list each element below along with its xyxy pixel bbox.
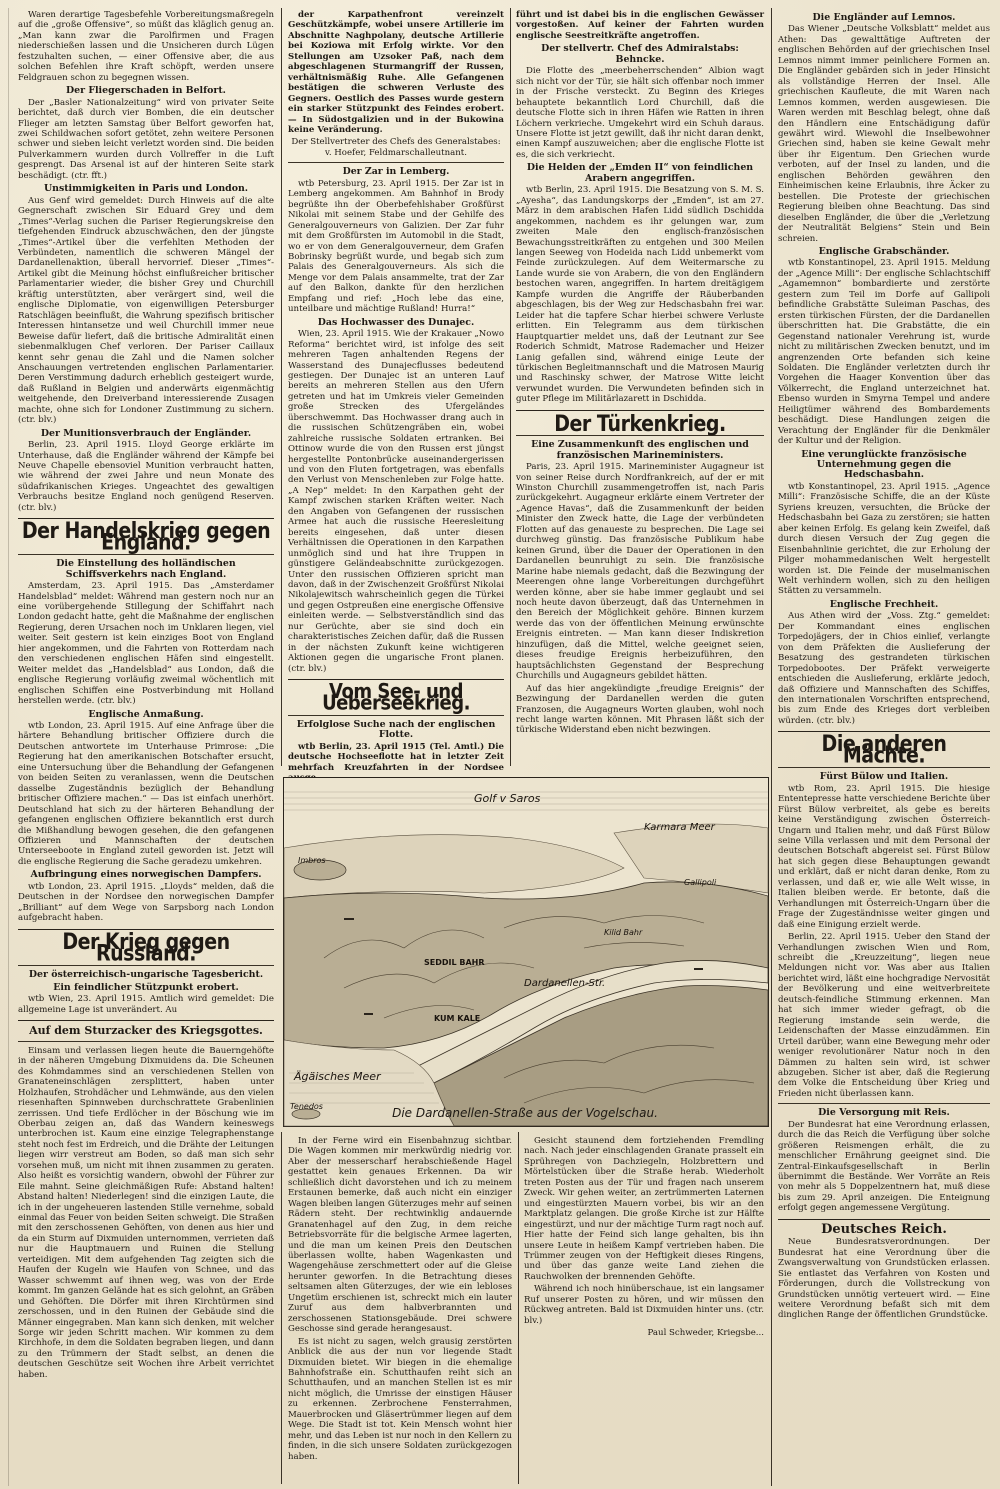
column-2 — [288, 10, 504, 773]
paragraph: Während ich noch hinüberschaue, ist ein langsamer Ruf unserer Posten zu hören, und wir müssen den Rückweg antreten. Bald ist Dixmuiden hinter uns. (ctr. blv.) — [524, 1284, 764, 1326]
section-title-handelskrieg: Der Handelskrieg gegen England. — [21, 518, 271, 557]
map-label: Dardanellen-Str. — [524, 978, 606, 989]
headline-zar: Der Zar in Lemberg. — [342, 166, 450, 178]
headline-frechheit: Englische Frechheit. — [829, 598, 939, 610]
headline-stuetzpunkt: Ein feindlicher Stützpunkt erobert. — [53, 981, 239, 993]
paragraph: Gesicht staunend dem fortziehenden Fremdling nach. Nach jeder einschlagenden Granate prasselt ein Sprühregen von Dachziegeln, Holzbrettern und Mörtelstücken über die Straße herab. Wiederholt treten Posten aus der Tür und fragen nach unserem Zweck. Wir gehen weiter, an zertrümmerten Laternen und eingestürzten Mauern vorbei, bis wir an den Marktplatz gelangen. Die große Kirche ist zur Hälfte eingestürzt, und nur der mächtige Turm ragt noch auf. Hier hatte der Feind sich lange gehalten, bis ihn unsere Leute in heißem Kampf vertrieben haben. Die Trümmer zeugen von der Heftigkeit dieses Ringens, und über das ganze weite Land ziehen die Rauchwolken der brennenden Gehöfte. — [524, 1136, 764, 1282]
headline-reis: Die Versorgung mit Reis. — [818, 1107, 950, 1119]
map-label: SEDDIL BAHR — [424, 958, 485, 967]
paragraph: Waren derartige Tagesbefehle Vorbereitungsmaßregeln auf die „große Offensive“, so müßt das kläglich genug an. „Man kann zwar die Parolfirmen und Fragen niederschießen lassen und die Unsicheren durch Lügen festzuhalten suchen, — einer Offensive aber, die aus solchen Befehlen ihre Kraft schöpft, werden unsere Feldgrauen schon zu begegnen wissen. — [18, 10, 274, 83]
headline-hedschasbahn: Eine verunglückte französische Unternehmung gegen die Hedschasbahn. — [801, 448, 967, 481]
paragraph: wtb Wien, 23. April 1915. Amtlich wird gemeldet: Die allgemeine Lage ist unverändert. Au — [18, 994, 274, 1015]
paragraph: Berlin, 23. April 1915. Lloyd George erklärte im Unterhause, daß die Engländer während der Kämpfe bei Neuve Chapelle ebensoviel Munition verbraucht hatten, wie während der zwei Jahre und neun Monate des südafrikanischen Krieges. Ungeachtet des gewaltigen Verbrauchs besitze England noch genügend Reserven. (ctr. blv.) — [18, 440, 274, 513]
column-1 — [18, 10, 274, 1484]
headline-flieger: Der Fliegerschaden in Belfort. — [66, 85, 226, 97]
map-label: Imbros — [298, 856, 326, 865]
map-label: Golf v Saros — [474, 792, 541, 805]
paragraph: Aus Athen wird der „Voss. Ztg.“ gemeldet: Der Kommandant eines englischen Torpedojägers, der in Chios einlief, verlangte von dem Präfekten die Auslieferung der Besatzung des gestrandeten türkischen Torpedobootes. Der Präfekt verweigerte entschieden die Auslieferung, erklärte jedoch, daß Offiziere und Mannschaften des Schiffes, den internationalen Vorschriften entsprechend, bis zum Ende des Krieges dort verbleiben würden. (ctr. blv.) — [778, 611, 990, 726]
headline-unstimmig: Unstimmigkeiten in Paris und London. — [43, 183, 249, 195]
map-caption: Die Dardanellen-Straße aus der Vogelschau. — [392, 1106, 658, 1120]
paragraph: Neue Bundesratsverordnungen. Der Bundesrat hat eine Verordnung über die Zwangsverwaltung von Grundstücken erlassen. Sie entlastet das Verfahren von Kosten und Förderungen, durch die Vollstreckung von Grundstücken unnötig verteuert wird. — Eine weitere Verordnung befaßt sich mit dem dinglichen Range der öffentlichen Grundstücke. — [778, 1237, 990, 1321]
paragraph: Amsterdam, 23. April 1915. Das „Amsterdamer Handelsblad“ meldet: Während man gestern noch nur an eine vorübergehende Stillegung der Schiffahrt nach London gedacht hatte, geht die Maßnahme der englischen Regierung, deren Ursachen noch im Unklaren liegen, viel weiter. Seit gestern ist kein einziges Boot von England hier angekommen, und die Fahrten von Rotterdam nach den verschiedenen englischen Häfen sind eingestellt. Weiter meldet das „Handelsblad“ aus London, daß die englische Regierung vorläufig zweimal wöchentlich mit englischen Schiffen eine Postverbindung mit Holland herstellen werde. (ctr. blv.) — [18, 581, 274, 707]
section-title-russland: Der Krieg gegen Russland. — [62, 929, 230, 967]
section-title-tuerkenkrieg: Der Türkenkrieg. — [554, 411, 726, 437]
headline-chef: Der stellvertr. Chef des Admiralstabs: Behncke. — [541, 43, 739, 65]
headline-dampfer: Aufbringung eines norwegischen Dampfers. — [30, 869, 262, 881]
paragraph: Auf das hier angekündigte „freudige Ereignis“ der Bezwingung der Dardanellen werden die guten Franzosen, die Augagneurs Worten glauben, wohl noch recht lange warten können. Mit Phrasen läßt sich der türkische Widerstand eben nicht bezwingen. — [516, 683, 764, 736]
map-label: Ägäisches Meer — [294, 1070, 381, 1083]
section-title-seekrieg: Vom See- und Ueberseekrieg. — [322, 679, 470, 716]
column-4 — [778, 10, 990, 1484]
paragraph: wtb Petersburg, 23. April 1915. Der Zar ist in Lemberg angekommen. Am Bahnhof in Brody begrüßte ihn der Oberbefehlshaber Großfürst Nikolai mit seinem Stabe und der Gehilfe des Generalgouverneurs von Galizien. Der Zar fuhr mit dem Großfürsten im Automobil in die Stadt, wo er von dem Generalgouverneur, dem Grafen Bobrinsky begrüßt wurde, und begab sich zum Palais des Generalgouverneurs. Als sich die Menge vor dem Palais ansammelte, trat der Zar auf den Balkon, dankte für den herzlichen Empfang und rief: „Hoch lebe das eine, unteilbare und mächtige Rußland! Hurra!“ — [288, 178, 504, 315]
paragraph: führt und ist dabei bis in die englischen Gewässer vorgestoßen. Auf keiner der Fahrten wurden englische Seestreitkräfte angetroffen. — [516, 10, 764, 41]
map-label: Kilid Bahr — [604, 928, 643, 937]
paragraph: Aus Genf wird gemeldet: Durch Hinweis auf die alte Gegnerschaft zwischen Sir Eduard Grey und dem „Times“-Verlag suchen die Pariser Regierungskreise den tiefgehenden Eindruck abzuschwächen, den der jüngste „Times“-Artikel über die verfehlten Methoden der Verbündeten, namentlich die schweren Mängel der Dardanellenaktion, überall hervorrief. Dieser „Times“-Artikel gibt die Meinung höchst einflußreicher britischer Parlamentarier wieder, die bisher Grey und Churchill kräftig unterstützten, aber verärgert sind, weil die englische Diplomatie, von eigenwilligen Petersburger Ratschlägen beeinflußt, die Wahrung spezifisch britischer Interessen hintansetze und weil Churchill immer neue Beweise dafür liefert, daß die britische Admiralität einen siebenmalklugen Chef verloren. Der Pariser Caillaux kennt sehr genau die Zahl und die Namen solcher Anschauungen vertretenden englischen Parlamentarier. Deren Verstimmung dadurch erheblich gesteigert wurde, daß Rußland in Belgien und anderwärts eigenmächtig weitgehende, den Dreiverband interessierende Zusagen machte, ohne sich for Londoner Zustimmung zu sichern. (ctr. blv.) — [18, 195, 274, 426]
headline-hochwasser: Das Hochwasser des Dunajec. — [317, 316, 475, 328]
paragraph: Berlin, 22. April 1915. Ueber den Stand der Verhandlungen zwischen Wien und Rom, schreibt die „Kreuzzeitung“, liegen neue Meldungen nicht vor. Was aber aus Italien berichtet wird, läßt eine hochgradige Nervosität der Bevölkerung und eine weitverbreitete deutsch-feindliche Stimmung erkennen. Man hat sich immer wieder gefragt, ob die Regierung imstande sein werde, die Leidenschaften der Masse einzudämmen. Ein Urteil darüber, wann eine Bewegung mehr oder weniger revolutionärer Natur noch in den Dämmen zu halten sein wird, ist schwer abzugeben. Sicher ist aber, daß die Regierung dem Volke die Entscheidung über Krieg und Frieden nicht überlassen kann. — [778, 932, 990, 1099]
headline-anmassung: Englische Anmaßung. — [88, 708, 204, 720]
paragraph: wtb Rom, 23. April 1915. Die hiesige Ententepresse hatte verschiedene Berichte über Fürst Bülow verbreitet, als gebe es bereits keine Verständigung zwischen Österreich-Ungarn und Italien mehr, und daß Fürst Bülow seine Villa verlassen und mit dem Personal der deutschen Botschaft abgereist sei. Fürst Bülow hat sich gegen diese Behauptungen gewandt und erklärt, daß er nicht daran denke, Rom zu verlassen, und daß er, wie alle Welt wisse, in Italien bleiben werde. Er betonte, daß die Verhandlungen mit Österreich-Ungarn über die Frage der Zugeständnisse weiter gingen und daß eine Einigung erzielt werde. — [778, 783, 990, 930]
map-label: Tenedos — [290, 1102, 323, 1111]
map-label: Karmara Meer — [644, 822, 715, 833]
dardanellen-map — [283, 777, 769, 1127]
paragraph: wtb London, 23. April 1915. Auf eine Anfrage über die härtere Behandlung britischer Offiziere durch die Deutschen antwortete im Unterhause Primrose: „Die Regierung hat den amerikanischen Botschafter ersucht, eine Untersuchung über die Behandlung der Gefangenen von beiden Seiten zu veranlassen, wenn die Deutschen dasselbe Zugeständnis bezüglich der Behandlung britischer Offiziere machen.“ — Das ist einfach unerhört. Deutschland hat sich zu der härteren Behandlung der gefangenen englischen Offiziere bekanntlich erst durch die Mißhandlung bewogen gesehen, die den gefangenen Offizieren und Mannschaften der deutschen Unterseeboote in England zuteil geworden ist. Jetzt will die englische Regierung die Sache geradezu umkehren. — [18, 721, 274, 867]
paragraph: wtb Berlin, 23. April 1915 (Tel. Amtl.) Die deutsche Hochseeflotte hat in letzter Zeit mehrfach Kreuzfahrten in der Nordsee — [288, 741, 504, 773]
author-signature: Paul Schweder, Kriegsbe... — [647, 1328, 764, 1339]
paragraph: Es ist nicht zu sagen, welch grausig zerstörten Anblick die aus der nun vor liegende Stadt Dixmuiden bietet. Wir biegen in die ehemalige Bahnhofstraße ein. Schutthaufen reiht sich an Schutthaufen, und an manchen Stellen ist es mir nicht möglich, die Umrisse der einstigen Häuser zu erkennen. Zerbrochene Fensterrahmen, Mauerbrocken und Gläsertrümmer liegen auf dem Wege. Die Stadt ist tot. Kein Mensch wohnt hier mehr, und das Leben ist nur noch in den Kellern zu finden, in die sich unsere Soldaten zurückgezogen haben. — [288, 1336, 512, 1462]
column-3 — [516, 10, 764, 768]
paragraph: Wien, 23. April 1915. Wie der Krakauer „Nowo Reforma“ berichtet wird, ist infolge des seit mehreren Tagen anhaltenden Regens der Wasserstand des Dunajecflusses bedeutend gestiegen. Der Dunajec ist an unteren Lauf bereits an mehreren Stellen aus den Ufern getreten und hat im Umkreis vieler Gemeinden große Strecken des Ufergeländes überschwemmt. Das Hochwasser drang auch in die russischen Schützengräben ein, wobei zahlreiche russische Soldaten ertranken. Bei Ottinow wurde die von den Russen erst jüngst hergestellte Pontonbrücke auseinandergerissen und von den Fluten fortgetragen, was ebenfalls den Verlust von Menschenleben zur Folge hatte. „A Nep“ meldet: In den Karpathen geht der Kampf zwischen starken Kräften weiter. Nach den Angaben von Gefangenen der russischen Armee hat auch die russische Heeresleitung bereits eingesehen, daß unter diesen Verhältnissen die Operationen in den Karpathen unmöglich sind und hat ihre Truppen in günstigere Geländeabschnitte zurückgezogen. Unter den russischen Offizieren spricht man davon, daß in der Zwischenzeit Großfürst Nikolai Nikolajewitsch wahrscheinlich gegen die Türkei und gegen Ostpreußen eine energische Offensive einleiten werde. — Selbstverständlich sind das nur Gerüchte, aber sie sind doch ein charakteristisches Zeichen dafür, daß die Russen in der nächsten Zukunft keine wichtigeren Aktionen gegen die ungarische Front planen. (ctr. blv.) — [288, 329, 504, 674]
headline-tagesbericht: Der österreichisch-ungarische Tagesbericht. — [28, 968, 264, 980]
paragraph: Paris, 23. April 1915. Marineminister Augagneur ist von seiner Reise durch Nordfrankreich, auf der er mit Winston Churchill zusammengetroffen ist, nach Paris zurückgekehrt. Augagneur erklärte einem Vertreter der „Agence Havas“, daß die Zusammenkunft der beiden Minister den Zweck hatte, die Lage der verbündeten Flotten auf das genaueste zu besprechen. Die Lage sei durchweg günstig. Das französische Publikum habe keinen Grund, über die Dauer der Operationen in den Dardanellen beunruhigt zu sein. Die französische Marine habe niemals gedacht, daß die Bezwingung der Meerengen ohne lange Vorbereitungen durchgeführt werden könne, aber sie habe immer geglaubt und sei noch heute davon überzeugt, daß das Unternehmen in den Bereich der Möglichkeit gehöre. Binnen kurzem werde das von der öffentlichen Meinung erwünschte Ereignis eintreten. — Man kann dieser Indiskretion hinzufügen, daß die Mittel, welche geeignet seien, dieses freudige Ereignis herbeizuführen, den hauptsächlichsten Gegenstand der Besprechung Churchills und Augagneurs gebildet hätten. — [516, 462, 764, 682]
headline-suche: Erfolglose Suche nach der englischen Flotte. — [296, 719, 496, 741]
section-title-maechte: Die anderen Mächte. — [821, 731, 947, 770]
headline-holland: Die Einstellung des holländischen Schiffsverkehrs nach England. — [56, 558, 236, 580]
paragraph: der Karpathenfront vereinzelt Geschützkämpfe, wobei unsere Artillerie im Abschnitte Naghpolany, deutsche Artillerie bei Koziowa mit Erfolg wirkte. Vor den Stellungen am Uzsoker Paß, nach dem abgeschlagenen Sturmangriff der Russen, verhältnismäßig Ruhe. Alle Gefangenen bestätigen die schweren Verluste des Gegners. Oestlich des Passes wurde gestern ein starker Stützpunkt des Feindes erobert. — In Südostgalizien und in der Bukowina keine Veränderung. — [288, 10, 504, 135]
headline-zusammenkunft: Eine Zusammenkunft des englischen und französischen Marineministers. — [531, 439, 749, 461]
headline-munition: Der Munitionsverbrauch der Engländer. — [40, 427, 252, 439]
paragraph: Das Wiener „Deutsche Volksblatt“ meldet aus Athen: Das gewalttätige Auftreten der englischen Behörden auf der griechischen Insel Lemnos nimmt immer peinlichere Formen an. Die Engländer gebärden sich in jeder Hinsicht als vollständige Herren der Insel. Alle griechischen Kaufleute, die mit Waren nach Lemnos kommen, werden ausgewiesen. Die Waren werden mit Beschlag belegt, ohne daß den Händlern eine Entschädigung dafür gewährt wird. Wiewohl die Inselbewohner Griechen sind, haben sie keine Gewalt mehr über ihr Eigentum. Den Griechen wurde verboten, auf der Insel zu landen, und die englischen Behörden gewähren den Einheimischen keine Erlaubnis, ihre Äcker zu bestellen. Die Proteste der griechischen Regierung bleiben ohne Beachtung. Das sind dieselben Engländer, die über die „Verletzung der Neutralität Belgiens“ Stein und Bein schreien. — [778, 24, 990, 244]
headline-sturzacker: Auf dem Sturzacker des Kriegsgottes. — [29, 1024, 263, 1038]
paragraph: wtb Konstantinopel, 23. April 1915. „Agence Milli“: Französische Schiffe, die an der Küste Syriens kreuzen, versuchten, die Brücke der Hedschasbahn bei Gaza zu zerstören; sie hatten aber keinen Erfolg. Es gelang kein Zweifel, daß durch diesen Versuch der Zug gegen die Eisenbahnlinie gerichtet, die zur Erholung der Pilger mohammedanischen Welt hergestellt worden ist. Die Feinde der muselmanischen Welt verhindern wollen, sich zu den heiligen Stätten zu versammeln. — [778, 481, 990, 597]
column-lower-2 — [288, 1136, 512, 1486]
paragraph: Der Bundesrat hat eine Verordnung erlassen, durch die das Reich die Verfügung über solche größeren Reismengen erhält, die zu menschlicher Ernährung geeignet sind. Die Zentral-Einkaufsgesellschaft in Berlin übernimmt die Bestände. Wer Vorräte an Reis von mehr als 5 Doppelzentnern hat, muß diese bis zum 29. April anzeigen. Die Enteignung erfolgt gegen angemessene Vergütung. — [778, 1119, 990, 1214]
column-lower-3 — [524, 1136, 764, 1486]
map-label: KUM KALE — [434, 1014, 481, 1023]
paragraph: wtb London, 23. April 1915. „Lloyds“ melden, daß die Deutschen in der Nordsee den norwegischen Dampfer „Brilliant“ auf dem Wege von Sarpsborg nach London aufgebracht haben. — [18, 881, 274, 924]
section-title-reich: Deutsches Reich. — [821, 1221, 947, 1237]
headline-grab: Englische Grabschänder. — [818, 245, 950, 257]
signature: Der Stellvertreter des Chefs des Generalstabes: v. Hoefer, Feldmarschalleutnant. — [291, 137, 501, 158]
map-label: Gallipoli — [684, 878, 717, 887]
paragraph: wtb Berlin, 23. April 1915. Die Besatzung von S. M. S. „Ayesha“, das Landungskorps der „Emden“, ist am 27. März in dem arabischen Hafen Lidd südlich Dschidda angekommen, nachdem es ihr gelungen war, zum zweiten Male den englisch-französischen Bewachungsstreitkräften zu entgehen und 300 Meilen langen Seeweg von Hodeida nach Lidd unbemerkt vom Feinde zurückzulegen. Auf dem Weitermarsche zu Lande wurde sie von Arabern, die von den Engländern bestochen waren, angegriffen. In hartem dreitägigem Kampfe wurden die Angriffe der Räuberbanden abgeschlagen, bis der Weg zur Hedschasbahn frei war. Leider hat die tapfere Schar hierbei schwere Verluste erlitten. Ein Telegramm aus dem türkischen Hauptquartier meldet uns, daß der Leutnant zur See Roderich Schmidt, Matrose Rademacher und Heizer Lanig gefallen sind, während einige Leute der türkischen Begleitmannschaft und die Matrosen Maurig und Raschinsky schwer, der Matrose Witte leicht verwundet wurden. Die Verwundeten befinden sich in guter Pflege im Militärlazarett in Dschidda. — [516, 185, 764, 405]
headline-emden: Die Helden der „Emden II“ von feindlichen Arabern angegriffen. — [526, 162, 754, 184]
headline-lemnos: Die Engländer auf Lemnos. — [812, 12, 956, 23]
paragraph: Der „Basler Nationalzeitung“ wird von privater Seite berichtet, daß durch vier Bomben, die ein deutscher Flieger am letzten Samstag über Belfort geworfen hat, zwei Schildwachen sofort getötet, zehn weitere Personen schwer und sieben leicht verletzt worden sind. Die beiden Pulverkammern wurden durch Vollreffer in die Luft gesprengt. Das Arsenal ist auf der hinteren Seite stark beschädigt. (ctr. fft.) — [18, 97, 274, 181]
paragraph: In der Ferne wird ein Eisenbahnzug sichtbar. Die Wagen kommen mir merkwürdig niedrig vor. Aber der messerscharf herabschießende Hagel gestattet kein genaues Erkennen. Da wir schließlich dicht davorstehen und ich zu meinem Erstaunen bemerke, daß auch nicht ein einziger Wagen bleiben langen Güterzuges mehr auf seinen Rädern steht. Der rechtwinklig andauernde Granatenhagel auf den Zug, in dem reiche Betriebsvorräte für die belgische Armee lagerten, und die man um keinen Preis den Deutschen überlassen wollte, haben Wagenkasten und Wagengehäuse zerschmettert oder auf die Gleise herunter geworfen. In die Betrachtung dieses seltsamen alten Güterzuges, der wie ein lebloses Ungetüm erschienen ist, schreckt mich ein lauter Zuruf aus dem halbverbrannten und zerschossenen Stationsgebäude. Drei schwere Geschosse sind gerade herangesaust. — [288, 1136, 512, 1335]
paragraph: Die Flotte des „meerbeherrschenden“ Albion wagt sich nicht vor der Tür, sie hält sich offenbar noch immer in der Frische versteckt. Zu Beginn des Krieges behauptete bekanntlich Lord Churchill, daß die deutsche Flotte sich in ihren Häfen wie Ratten in ihren Löchern verkrieche. Umgekehrt wird ein Schuh daraus. Unsere Flotte ist jetzt gewillt, daß ihr nicht daran denkt, einen Kampf auszuweichen; aber die englische Flotte ist es, die sich verkriecht. — [516, 66, 764, 160]
paragraph: Einsam und verlassen liegen heute die Bauerngehöfte in der näheren Umgebung Dixmuidens da. Die Scheunen des Kohmdammes sind an verschiedenen Stellen von Granateneinschlägen zersplittert, haben unter Holzhaufen, Strohdächer und Lehmwände, aus den vielen riesenhaften Spinnweben durchschrattete Grabenlinien zerrissen. Und tiefe Erdlöcher in der Böschung wie im Oberbau zeigen an, daß das Wandern keineswegs unterbrochen ist. Kaum eine einzige Telegraphenstange steht noch fest im Erdreich, und die Drähte der Leitungen liegen wirr verstreut am Boden, so daß man sich sehr vorsehen muß, um nicht mit ihnen zusammen zu geraten. Also heißt es vorsichtig wandern, obwohl der Führer zur Eile mahnt. Seine gleichmäßigen Rufe: Abstand halten! Abstand halten! Niederlegen! sind die einzigen Laute, die ich in der ungeheueren lastenden Stille vernehme, sobald einmal das Feuer von beiden Seiten schweigt. Die Straßen mit den zerschossenen Gehöften, von denen aus hier und da ein Sturm auf Dixmuiden unternommen, verrieten daß nur die Hauptmauern und Ruinen die Stellung verteidigen. Mit dem aufgehenden Tag zeigten sich die Haufen der Kugeln wie Haufen von Schnee, und das Wasser schwemmt auf ihnen weg, was von der Erde kommt. Im ganzen Gelände hat es sich gelohnt, an Gräben und Gehöften. Die Dörfer mit ihren Kirchtürmen sind zerschossen, und in den Ruinen der Gebäude sind die Männer eingegraben. Man kann sich denken, mit welcher Sorge wir jeden Schritt machen. Wir kommen zu dem Kirchhofe, in dem die Soldaten begraben liegen, und dann zu den Trümmern der Stadt selbst, an denen die deutschen Geschütze seit Wochen ihre Arbeit verrichtet haben. — [18, 1045, 274, 1380]
paragraph: wtb Konstantinopel, 23. April 1915. Meldung der „Agence Milli“: Der englische Schlachtschiff „Agamemnon“ bombardierte und zerstörte gestern zum Teil im Dorfe auf Gallipoli befindliche Grabstätte Suleiman Paschas, des ersten türkischen Fürsten, der die Dardanellen überschritten hat. Die Grabstätte, die ein Gegenstand nationaler Verehrung ist, wurde nicht zu militärischen Zwecken benutzt, und im angrenzenden Orte befanden sich keine Soldaten. Die Engländer verletzten durch ihr Vorgehen die Haager Konvention über das Völkerrecht, die England unterzeichnet hat. Ebenso wurden in Smyrna Tempel und andere Heiligtümer während des Bombardements beschädigt. Diese Handlungen zeigen die Verachtung der Engländer für die Denkmäler der Kultur und der Religion. — [778, 258, 990, 447]
headline-buelow: Fürst Bülow und Italien. — [819, 771, 949, 783]
